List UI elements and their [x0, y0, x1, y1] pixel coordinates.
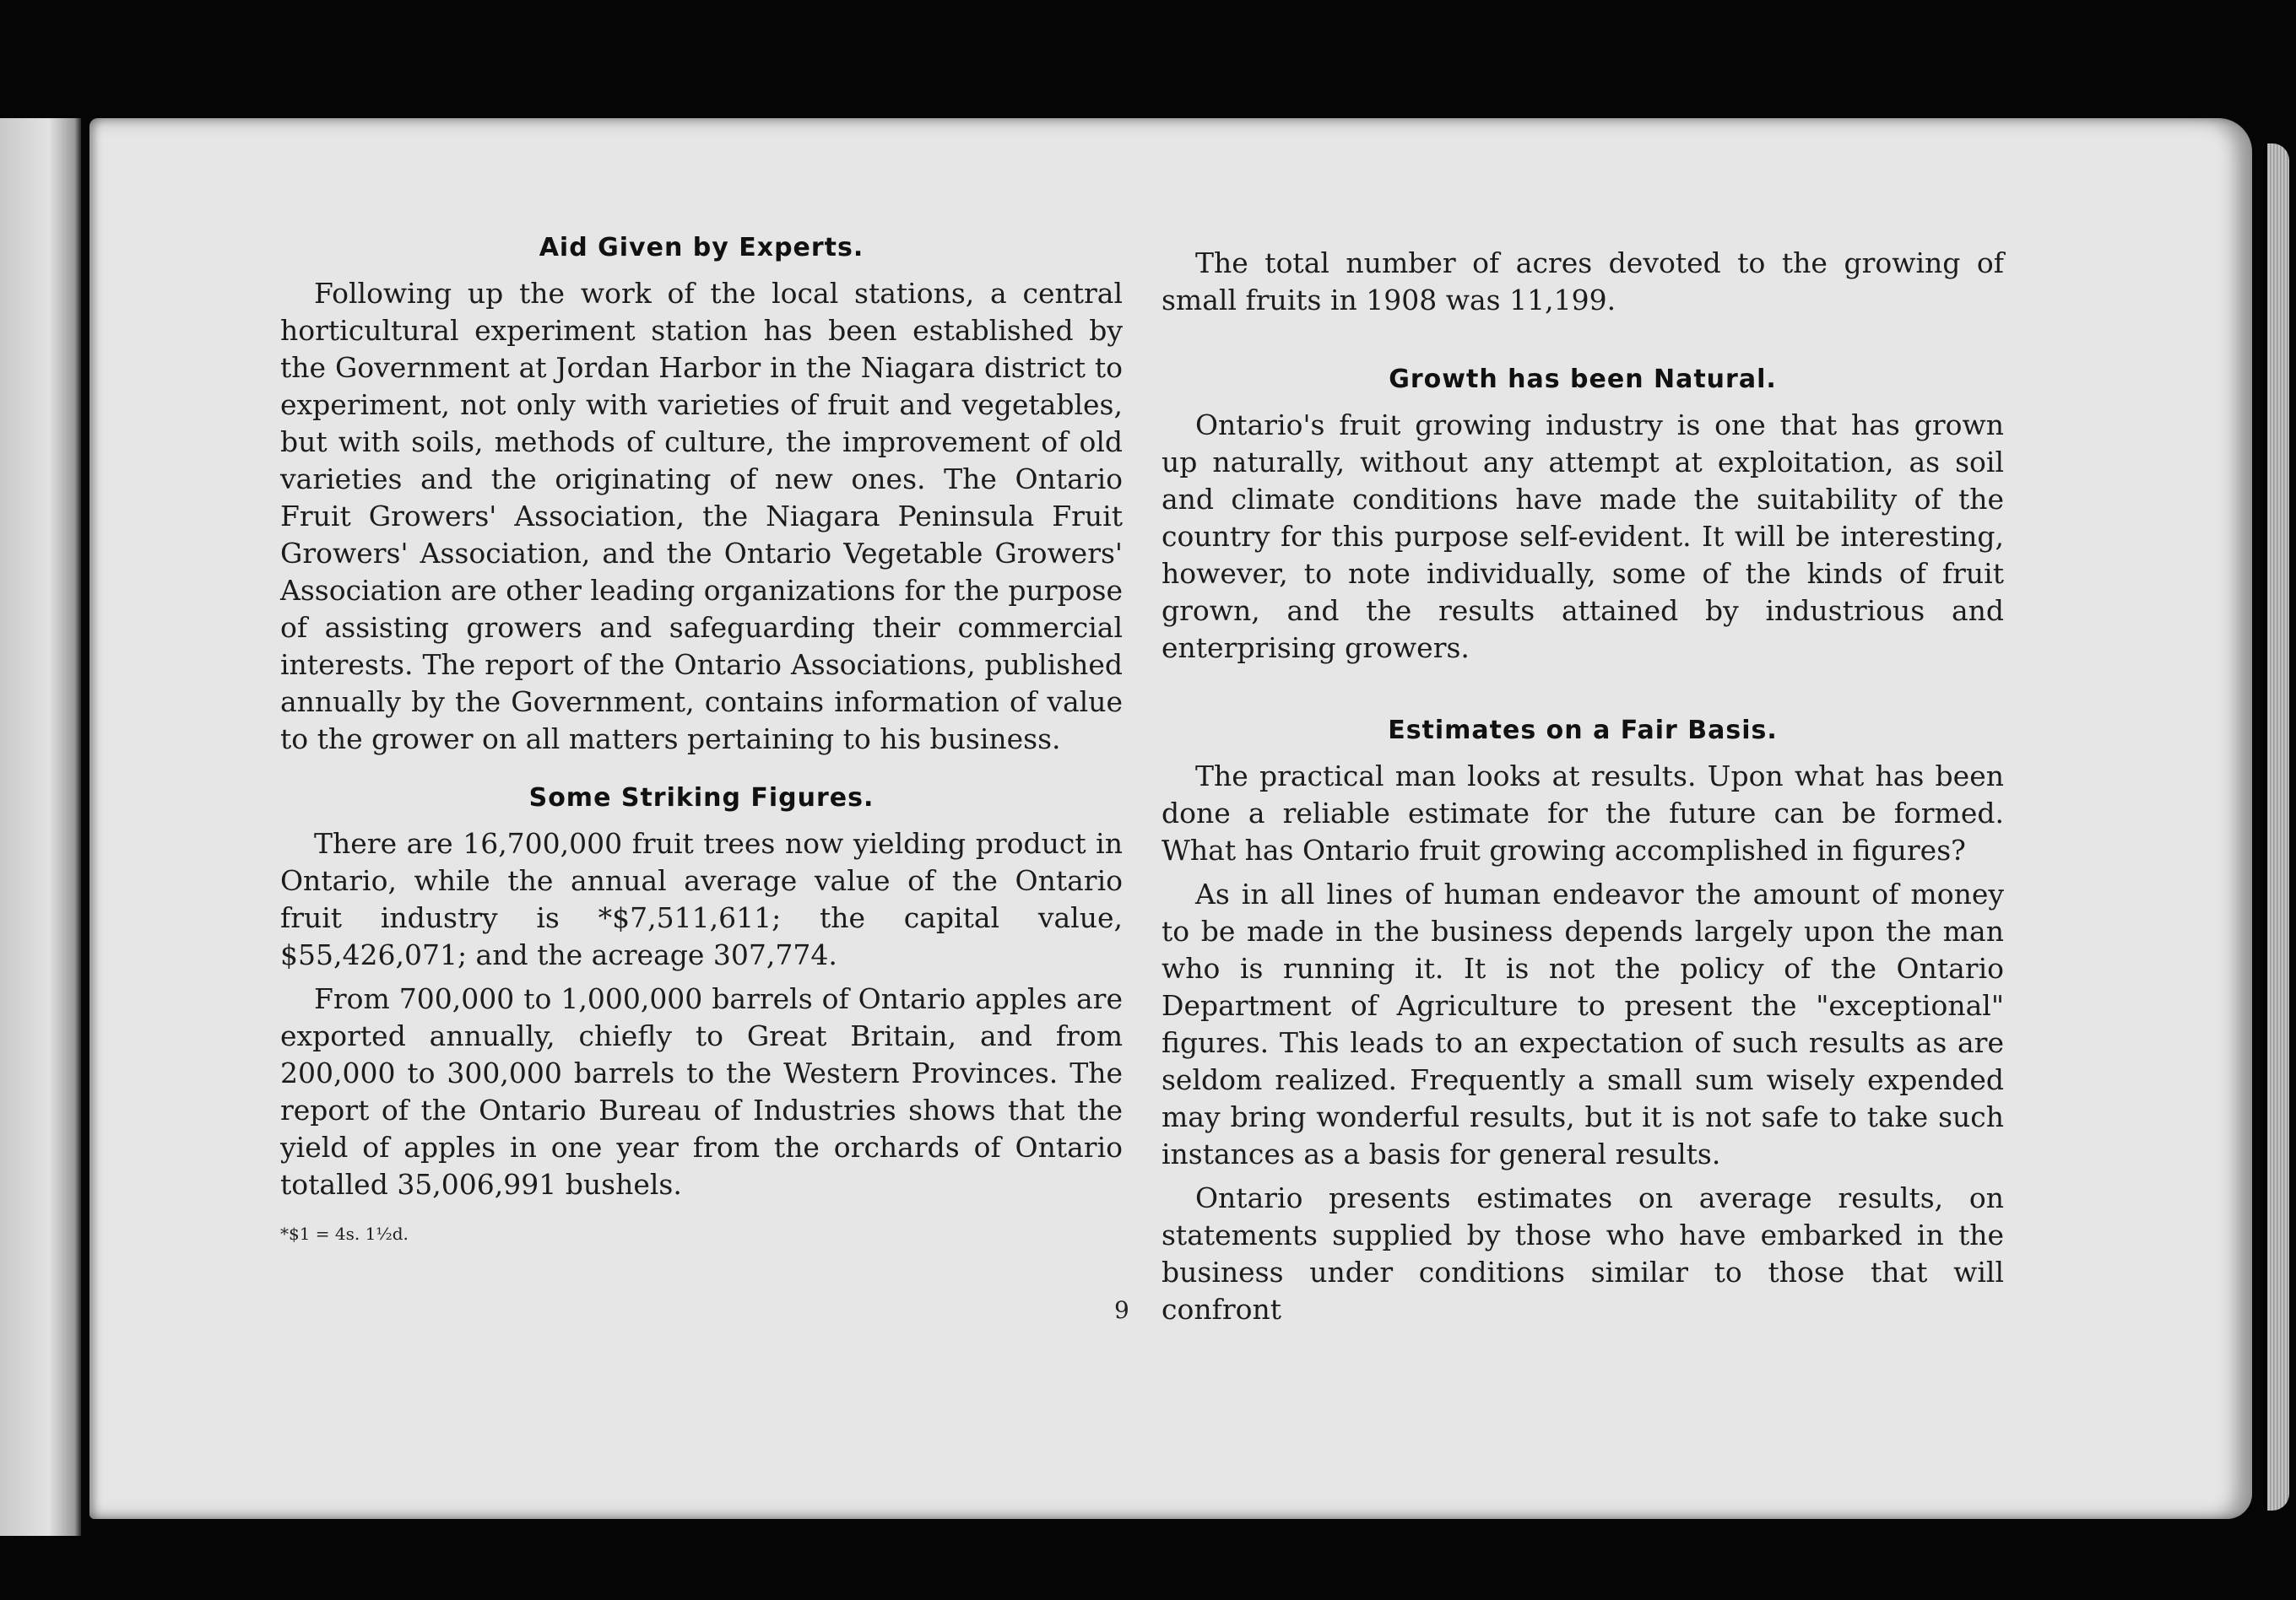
heading-estimates-on-a-fair-basis: Estimates on a Fair Basis. [1388, 716, 1778, 745]
paragraph-natural-growth: Ontario's fruit growing industry is one that has grown up naturally, without any attempt at exploitation, as soil and climate conditions have made the suitability of the country for this purpose self-evident. It will be interesting, however, to note individually, some of the kinds of fruit grown, and the results attained by industrious and enterprising growers. [1162, 408, 2004, 664]
heading-aid-given-by-experts: Aid Given by Experts. [539, 233, 864, 262]
paragraph-practical-man: The practical man looks at results. Upon what has been done a reliable estimate for the future can be formed. What has Ontario fruit growing accomplished in figures? [1162, 759, 2004, 867]
left-column [280, 230, 1123, 1246]
footnote: *$1 = 4s. 1½d. [280, 1224, 409, 1244]
page-edge-stack [2267, 143, 2289, 1511]
right-column [1162, 245, 2004, 1335]
paragraph-average-results: Ontario presents estimates on average results, on statements supplied by those who have embarked in the business under conditions similar to those that will confront [1162, 1181, 2004, 1326]
page-number: 9 [1114, 1296, 1129, 1324]
paragraph-fruit-trees: There are 16,700,000 fruit trees now yielding product in Ontario, while the annual average value of the Ontario fruit industry is *$7,511,611; the capital value, $55,426,071; and the acreage 307,774. [280, 827, 1123, 971]
paragraph-apple-exports: From 700,000 to 1,000,000 barrels of Ontario apples are exported annually, chiefly to Great Britain, and from 200,000 to 300,000 barrels to the Western Provinces. The report of the Ontario Bureau of Industries shows that the yield of apples in one year from the orchards of Ontario totalled 35,006,991 bushels. [280, 982, 1123, 1201]
paragraph-aid-given: Following up the work of the local stations, a central horticultural experiment station has been established by the Government at Jordan Harbor in the Niagara district to experiment, not only with varieties of fruit and vegetables, but with soils, methods of culture, the improvement of old varieties and the originating of new ones. The Ontario Fruit Growers' Association, the Niagara Peninsula Fruit Growers' Association, and the Ontario Vegetable Growers' Association are other leading organizations for the purpose of assisting growers and safeguarding their commercial interests. The report of the Ontario Associations, published annually by the Government, contains information of value to the grower on all matters pertaining to his business. [280, 277, 1123, 755]
heading-some-striking-figures: Some Striking Figures. [528, 783, 875, 813]
paragraph-small-fruits-acreage: The total number of acres devoted to the growing of small fruits in 1908 was 11,199. [1162, 246, 2004, 316]
paragraph-human-endeavor: As in all lines of human endeavor the amount of money to be made in the business depends largely upon the man who is running it. It is not the policy of the Ontario Department of Agriculture to present the "exceptional" figures. This leads to an expectation of such results as are seldom realized. Frequently a small sum wisely expended may bring wonderful results, but it is not safe to take such instances as a basis for general results. [1162, 878, 2004, 1170]
heading-growth-has-been-natural: Growth has been Natural. [1389, 365, 1777, 394]
left-page-edge [0, 118, 81, 1536]
